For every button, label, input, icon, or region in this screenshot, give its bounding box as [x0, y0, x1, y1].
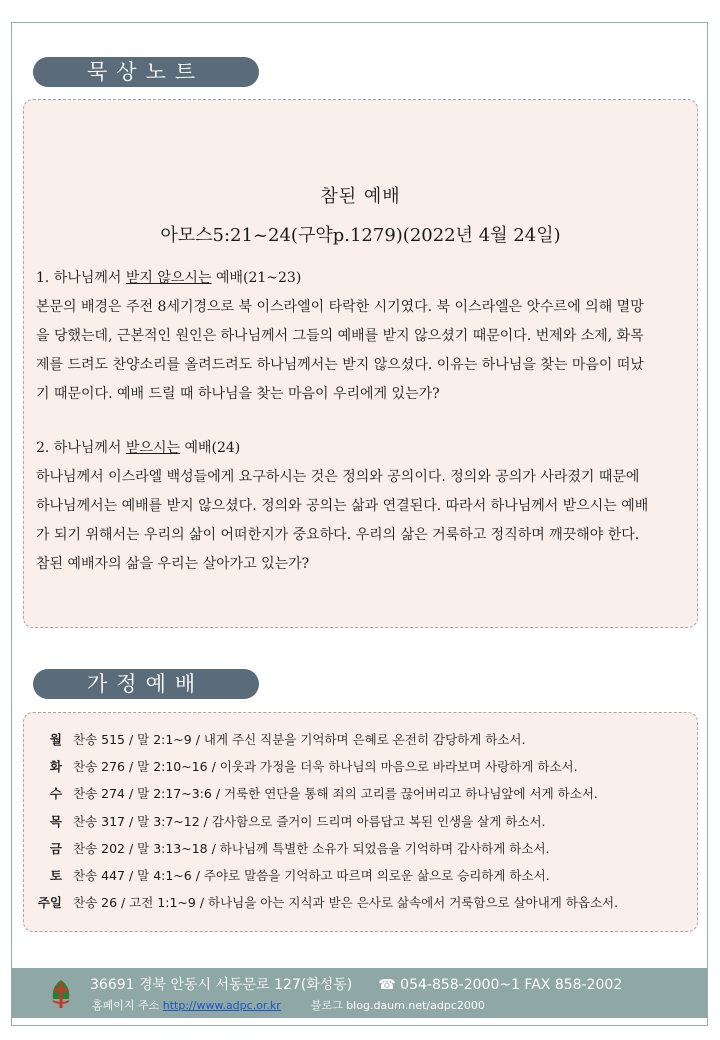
family-worship-box: [23, 712, 698, 932]
worship-row-thu: [24, 812, 697, 832]
worship-day: 월: [49, 732, 62, 747]
family-worship-section-label: 가정예배: [33, 669, 259, 699]
meditation-point-1: [36, 264, 656, 409]
point-2-suffix: 예배(24): [180, 440, 241, 456]
footer-web-line: [92, 997, 485, 1013]
blog-label: 블로그 blog.daum.net/adpc2000: [310, 999, 485, 1012]
point-2-heading: [36, 434, 656, 463]
footer-address: 36691 경북 안동시 서동문로 127(화성동): [90, 977, 353, 993]
footer-contact-line: [90, 974, 622, 994]
scripture-reference: 아모스5:21~24(구약p.1279)(2022년 4월 24일): [160, 225, 561, 246]
worship-row-sat: [24, 866, 697, 886]
worship-text: 찬송 515 / 말 2:1~9 / 내게 주신 직분을 기억하며 은혜로 온전히 감당하게 하소서.: [73, 732, 526, 747]
worship-row-tue: [24, 757, 697, 777]
meditation-title: 참된 예배: [320, 186, 401, 207]
worship-day: 금: [49, 841, 62, 856]
point-2-underlined: 받으시는: [125, 440, 180, 456]
point-2-body: 하나님께서 이스라엘 백성들에게 요구하시는 것은 정의와 공의이다. 정의와 공의가 사라졌기 때문에 하나님께서는 예배를 받지 않으셨다. 정의와 공의는 삶과 연결된다. 따라서 하나님께서 받으시는 예배가 되기 위해서는 우리의 삶이 어떠한지가 중요하다. 우리의 삶은 거룩하고 정직하며 깨끗해야 한다. 참된 예배자의 삶을 우리는 살아가고 있는가?: [36, 469, 649, 572]
worship-day: 주일: [37, 895, 62, 910]
homepage-link[interactable]: http://www.adpc.or.kr: [162, 999, 281, 1012]
worship-text: 찬송 274 / 말 2:17~3:6 / 거룩한 연단을 통해 죄의 고리를 끊어버리고 하나님앞에 서게 하소서.: [73, 786, 598, 801]
point-1-prefix: 1. 하나님께서: [36, 270, 126, 286]
point-2-prefix: 2. 하나님께서: [36, 440, 126, 456]
point-1-underlined: 받지 않으시는: [125, 270, 212, 286]
worship-text: 찬송 26 / 고전 1:1~9 / 하나님을 아는 지식과 받은 은사로 삶속에서 거룩함으로 살아내게 하옵소서.: [73, 895, 619, 910]
meditation-point-2: [36, 434, 656, 579]
point-1-heading: [36, 264, 656, 293]
worship-day: 토: [49, 868, 62, 883]
worship-text: 찬송 202 / 말 3:13~18 / 하나님께 특별한 소유가 되었음을 기억하며 감사하게 하소서.: [73, 841, 550, 856]
worship-row-wed: [24, 784, 697, 804]
point-1-suffix: 예배(21~23): [211, 270, 302, 286]
worship-text: 찬송 447 / 말 4:1~6 / 주야로 말씀을 기억하고 따르며 의로운 삶으로 승리하게 하소서.: [73, 868, 550, 883]
footer-phone: ☎ 054-858-2000~1 FAX 858-2002: [378, 977, 623, 993]
footer-bar: [12, 968, 707, 1018]
worship-row-mon: [24, 730, 697, 750]
worship-row-fri: [24, 839, 697, 859]
worship-row-sun: [24, 893, 697, 913]
point-1-body: 본문의 배경은 주전 8세기경으로 북 이스라엘이 타락한 시기였다. 북 이스라엘은 앗수르에 의해 멸망을 당했는데, 근본적인 원인은 하나님께서 그들의 예배를 받지 않으셨기 때문이다. 번제와 소제, 화목제를 드려도 찬양소리를 올려드려도 하나님께서는 받지 않으셨다. 이유는 하나님을 찾는 마음이 떠났기 때문이다. 예배 드릴 때 하나님을 찾는 마음이 우리에게 있는가?: [36, 299, 644, 402]
worship-day: 화: [49, 759, 62, 774]
homepage-label: 홈페이지 주소: [92, 999, 160, 1012]
worship-text: 찬송 317 / 말 3:7~12 / 감사함으로 즐거이 드리며 아름답고 복된 인생을 살게 하소서.: [73, 814, 546, 829]
worship-day: 목: [49, 814, 62, 829]
church-cross-logo-icon: [50, 979, 72, 1009]
meditation-box: [23, 99, 698, 628]
meditation-section-label: 묵상노트: [33, 57, 259, 87]
worship-text: 찬송 276 / 말 2:10~16 / 이웃과 가정을 더욱 하나님의 마음으로 바라보며 사랑하게 하소서.: [73, 759, 578, 774]
worship-day: 수: [49, 786, 62, 801]
